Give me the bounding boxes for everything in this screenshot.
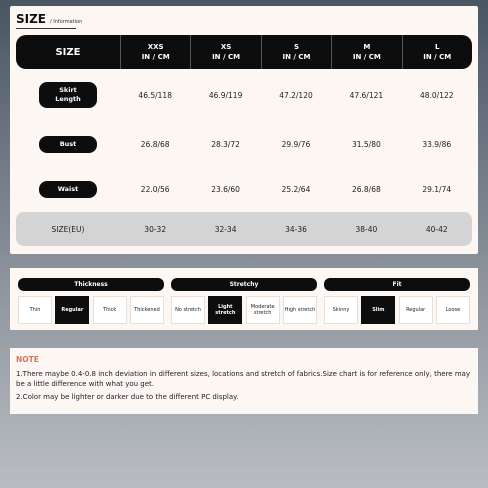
attribute-title: Thickness [18,278,164,291]
table-cell: 30-32 [144,224,167,234]
title-underline [16,28,76,29]
size-header-label: SIZE [55,46,81,58]
size-name: M [363,43,371,51]
size-header-s [261,35,331,69]
attribute-option: Thin [18,296,52,324]
chart-title-main: SIZE [16,12,47,26]
attribute-option-selected: Light stretch [208,296,242,324]
table-cell: 46.9/119 [208,90,243,100]
table-cell: 40-42 [425,224,448,234]
attribute-option-selected: Slim [361,296,395,324]
attribute-option: Thick [93,296,127,324]
size-chart-panel [10,6,478,254]
table-cell: 32-34 [214,224,237,234]
table-cell: 28.3/72 [211,139,240,149]
row-label-eu-size: SIZE(EU) [51,224,85,234]
size-name: XXS [147,43,164,51]
table-row-eu-size [16,212,472,246]
size-header-xs [190,35,260,69]
attribute-group-thickness [18,278,164,324]
table-cell: 23.6/60 [211,184,240,194]
size-name: S [293,43,299,51]
size-header-l [402,35,472,69]
size-unit: IN / CM [282,53,311,61]
table-cell: 26.8/68 [351,184,381,194]
size-unit: IN / CM [423,53,452,61]
table-cell: 29.1/74 [422,184,452,194]
note-panel [10,348,478,414]
table-cell: 34-36 [285,224,307,234]
row-label-skirt-length: Skirt Length [39,82,97,108]
size-header-xxs [120,35,190,69]
row-label-bust: Bust [39,136,97,153]
attribute-option: Loose [436,296,470,324]
size-name: XS [220,43,232,51]
table-row-waist [16,179,472,199]
attribute-title: Stretchy [171,278,317,291]
note-line: 2.Color may be lighter or darker due to the different PC display. [16,393,239,401]
table-cell: 38-40 [355,224,378,234]
table-cell: 33.9/86 [422,139,452,149]
table-cell: 25.2/64 [281,184,311,194]
table-row-bust [16,134,472,154]
attribute-group-stretchy [171,278,317,324]
table-cell: 46.5/118 [138,90,172,100]
table-row-skirt-length [16,80,472,110]
table-cell: 47.2/120 [279,90,313,100]
attribute-option: High stretch [283,296,317,324]
attribute-option: Thickened [130,296,164,324]
table-cell: 26.8/68 [140,139,170,149]
size-header-row [16,35,472,69]
chart-title-sub: / Information [50,19,83,25]
attributes-panel [10,268,478,330]
attribute-option: Regular [399,296,433,324]
attribute-option-selected: Regular [55,296,89,324]
row-label-waist: Waist [39,181,97,198]
attribute-option: Moderate stretch [246,296,280,324]
attribute-title: Fit [324,278,470,291]
size-unit: IN / CM [141,53,170,61]
table-cell: 48.0/122 [419,90,454,100]
table-cell: 29.9/76 [281,139,311,149]
size-unit: IN / CM [352,53,381,61]
chart-title [16,12,82,26]
attribute-group-fit [324,278,470,324]
attribute-option: No stretch [171,296,205,324]
note-line: 1.There maybe 0.4-0.8 inch deviation in different sizes, locations and stretch of fabrics.Size chart is for reference only, there may be a little difference with what you get. [16,370,471,388]
size-name: L [435,43,440,51]
table-cell: 22.0/56 [140,184,170,194]
table-cell: 47.6/121 [349,90,384,100]
table-cell: 31.5/80 [351,139,381,149]
size-header-m [331,35,401,69]
note-title: NOTE [16,355,39,364]
attribute-option: Skinny [324,296,358,324]
size-unit: IN / CM [212,53,241,61]
